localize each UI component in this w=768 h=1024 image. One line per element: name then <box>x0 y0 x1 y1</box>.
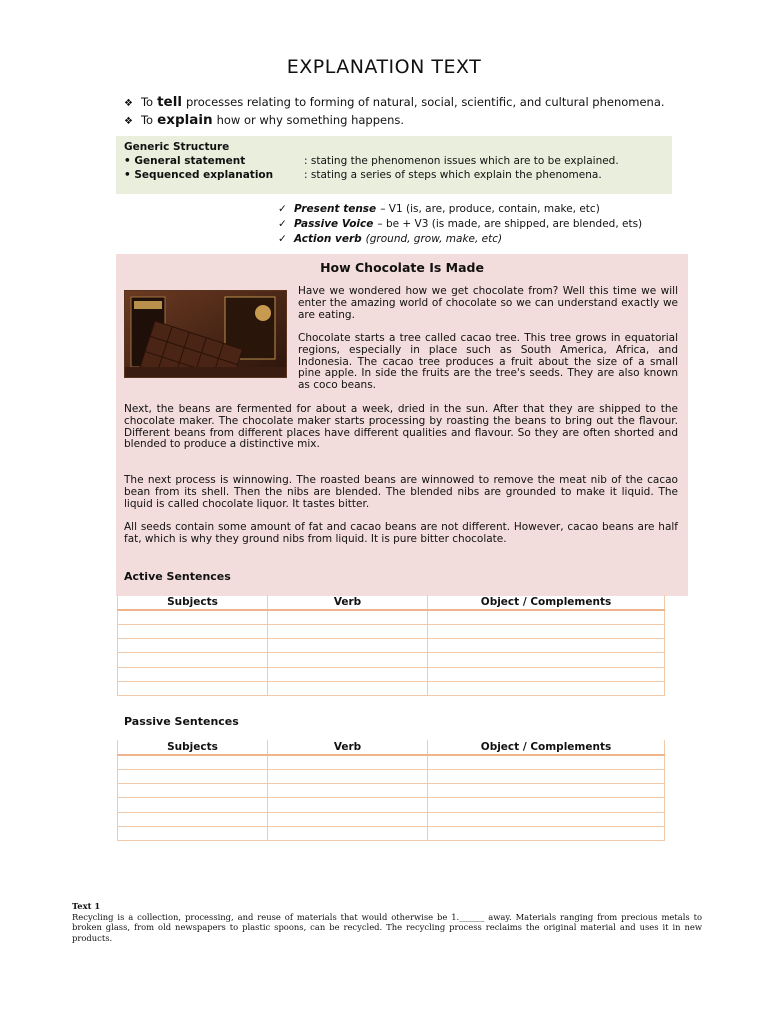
checkmark-icon: ✓ <box>278 203 287 215</box>
table-row[interactable] <box>118 755 665 769</box>
table-cell[interactable] <box>268 653 428 667</box>
table-cell[interactable] <box>268 610 428 624</box>
table-cell[interactable] <box>118 667 268 681</box>
active-sentences-label: Active Sentences <box>124 570 231 583</box>
feature-desc: – be + V3 (is made, are shipped, are blended, ets) <box>377 218 643 230</box>
table-cell[interactable] <box>428 681 665 695</box>
purpose-text: how or why something happens. <box>216 113 405 127</box>
feature-desc: (ground, grow, make, etc) <box>365 233 503 245</box>
column-header-verb: Verb <box>268 740 428 755</box>
column-header-subjects: Subjects <box>118 595 268 610</box>
table-cell[interactable] <box>268 755 428 769</box>
table-row[interactable] <box>118 798 665 812</box>
table-cell[interactable] <box>428 826 665 840</box>
table-cell[interactable] <box>268 624 428 638</box>
column-header-object: Object / Complements <box>428 595 665 610</box>
table-cell[interactable] <box>428 798 665 812</box>
purpose-item-explain <box>124 112 404 128</box>
table-row[interactable] <box>118 610 665 624</box>
reading-paragraph: The next process is winnowing. The roasted beans are winnowed to remove the meat nib of the cacao bean from its shell. Then the nibs are blended. The blended nibs are grounded to make it liquid. The liquid is called chocolate liquor. It tastes bitter. <box>124 474 678 510</box>
table-cell[interactable] <box>118 610 268 624</box>
column-header-object: Object / Complements <box>428 740 665 755</box>
reading-paragraph-text: Chocolate starts a tree called cacao tree. This tree grows in equatorial regions, especially in place such as South America, Africa, and Indonesia. The cacao tree produces a fruit about the size of a small pine apple. In side the fruits are the tree's seeds. They are also known as coco beans. <box>298 332 678 392</box>
feature-item <box>278 218 642 230</box>
text-1-heading: Text 1 <box>72 901 101 911</box>
table-header-row <box>118 595 665 610</box>
reading-paragraph: All seeds contain some amount of fat and cacao beans are not different. However, cacao beans are half fat, which is why they ground nibs from liquid. It is pure bitter chocolate. <box>124 521 678 545</box>
table-cell[interactable] <box>428 755 665 769</box>
feature-desc: – V1 (is, are, produce, contain, make, etc) <box>380 203 600 215</box>
column-header-verb: Verb <box>268 595 428 610</box>
table-cell[interactable] <box>118 624 268 638</box>
feature-name: Action verb <box>294 233 362 245</box>
table-cell[interactable] <box>268 798 428 812</box>
table-cell[interactable] <box>118 639 268 653</box>
purpose-keyword: explain <box>157 112 213 128</box>
table-row[interactable] <box>118 667 665 681</box>
table-cell[interactable] <box>268 826 428 840</box>
checkmark-icon: ✓ <box>278 233 287 245</box>
feature-item <box>278 233 642 245</box>
purpose-keyword: tell <box>157 94 182 110</box>
table-cell[interactable] <box>428 624 665 638</box>
table-cell[interactable] <box>428 769 665 783</box>
table-cell[interactable] <box>118 812 268 826</box>
table-cell[interactable] <box>118 798 268 812</box>
reading-paragraph: Next, the beans are fermented for about a week, dried in the sun. After that they are shipped to the chocolate maker. The chocolate maker starts processing by roasting the beans to bring out the flavour. Different beans from different places have different qualities and flavour. So they are often shorted and blended to produce a distinctive mix. <box>124 403 678 451</box>
structure-desc: : stating the phenomenon issues which are to be explained. <box>304 155 619 167</box>
checkmark-icon: ✓ <box>278 218 287 230</box>
table-row[interactable] <box>118 784 665 798</box>
purpose-prefix: To <box>140 113 154 127</box>
passive-sentences-table <box>117 740 665 841</box>
table-cell[interactable] <box>118 826 268 840</box>
feature-item <box>278 203 642 215</box>
language-features-list <box>278 203 642 248</box>
table-row[interactable] <box>118 769 665 783</box>
generic-structure-row <box>124 169 664 181</box>
generic-structure-heading: Generic Structure <box>124 141 230 153</box>
table-cell[interactable] <box>428 784 665 798</box>
table-cell[interactable] <box>428 667 665 681</box>
table-cell[interactable] <box>118 769 268 783</box>
table-cell[interactable] <box>268 667 428 681</box>
table-row[interactable] <box>118 639 665 653</box>
purpose-item-tell <box>124 94 665 110</box>
table-row[interactable] <box>118 826 665 840</box>
structure-term: • General statement <box>124 155 246 167</box>
passive-sentences-label: Passive Sentences <box>124 715 239 728</box>
generic-structure-row <box>124 155 664 167</box>
structure-desc: : stating a series of steps which explain the phenomena. <box>304 169 602 181</box>
table-cell[interactable] <box>268 639 428 653</box>
diamond-bullet-icon: ❖ <box>124 98 133 109</box>
reading-paragraph: Have we wondered how we get chocolate from? Well this time we will enter the amazing world of chocolate so we can understand exactly we are eating. <box>298 285 678 321</box>
table-cell[interactable] <box>268 769 428 783</box>
text-1-body: Recycling is a collection, processing, and reuse of materials that would otherwise be 1.______ away. Materials ranging from precious metals to broken glass, from old newspapers to plastic spoons, can be recycled. The recycling process reclaims the original material and uses it in new products. <box>72 911 702 943</box>
table-cell[interactable] <box>428 653 665 667</box>
purpose-prefix: To <box>140 95 154 109</box>
table-cell[interactable] <box>118 784 268 798</box>
table-cell[interactable] <box>268 784 428 798</box>
text-1-section <box>72 901 702 943</box>
table-cell[interactable] <box>118 653 268 667</box>
generic-structure-box <box>116 136 672 194</box>
reading-title: How Chocolate Is Made <box>320 260 484 275</box>
table-cell[interactable] <box>268 812 428 826</box>
table-row[interactable] <box>118 681 665 695</box>
reading-paragraph <box>124 333 678 392</box>
table-row[interactable] <box>118 812 665 826</box>
table-cell[interactable] <box>428 812 665 826</box>
table-cell[interactable] <box>428 610 665 624</box>
active-sentences-table <box>117 595 665 696</box>
table-header-row <box>118 740 665 755</box>
table-row[interactable] <box>118 653 665 667</box>
table-cell[interactable] <box>428 639 665 653</box>
structure-term: • Sequenced explanation <box>124 169 274 181</box>
column-header-subjects: Subjects <box>118 740 268 755</box>
table-row[interactable] <box>118 624 665 638</box>
table-cell[interactable] <box>268 681 428 695</box>
purpose-text: processes relating to forming of natural, social, scientific, and cultural phenomena. <box>185 95 665 109</box>
diamond-bullet-icon: ❖ <box>124 116 133 127</box>
page-title: EXPLANATION TEXT <box>286 56 482 78</box>
feature-name: Passive Voice <box>294 218 374 230</box>
feature-name: Present tense <box>294 203 377 215</box>
table-cell[interactable] <box>118 755 268 769</box>
table-cell[interactable] <box>118 681 268 695</box>
